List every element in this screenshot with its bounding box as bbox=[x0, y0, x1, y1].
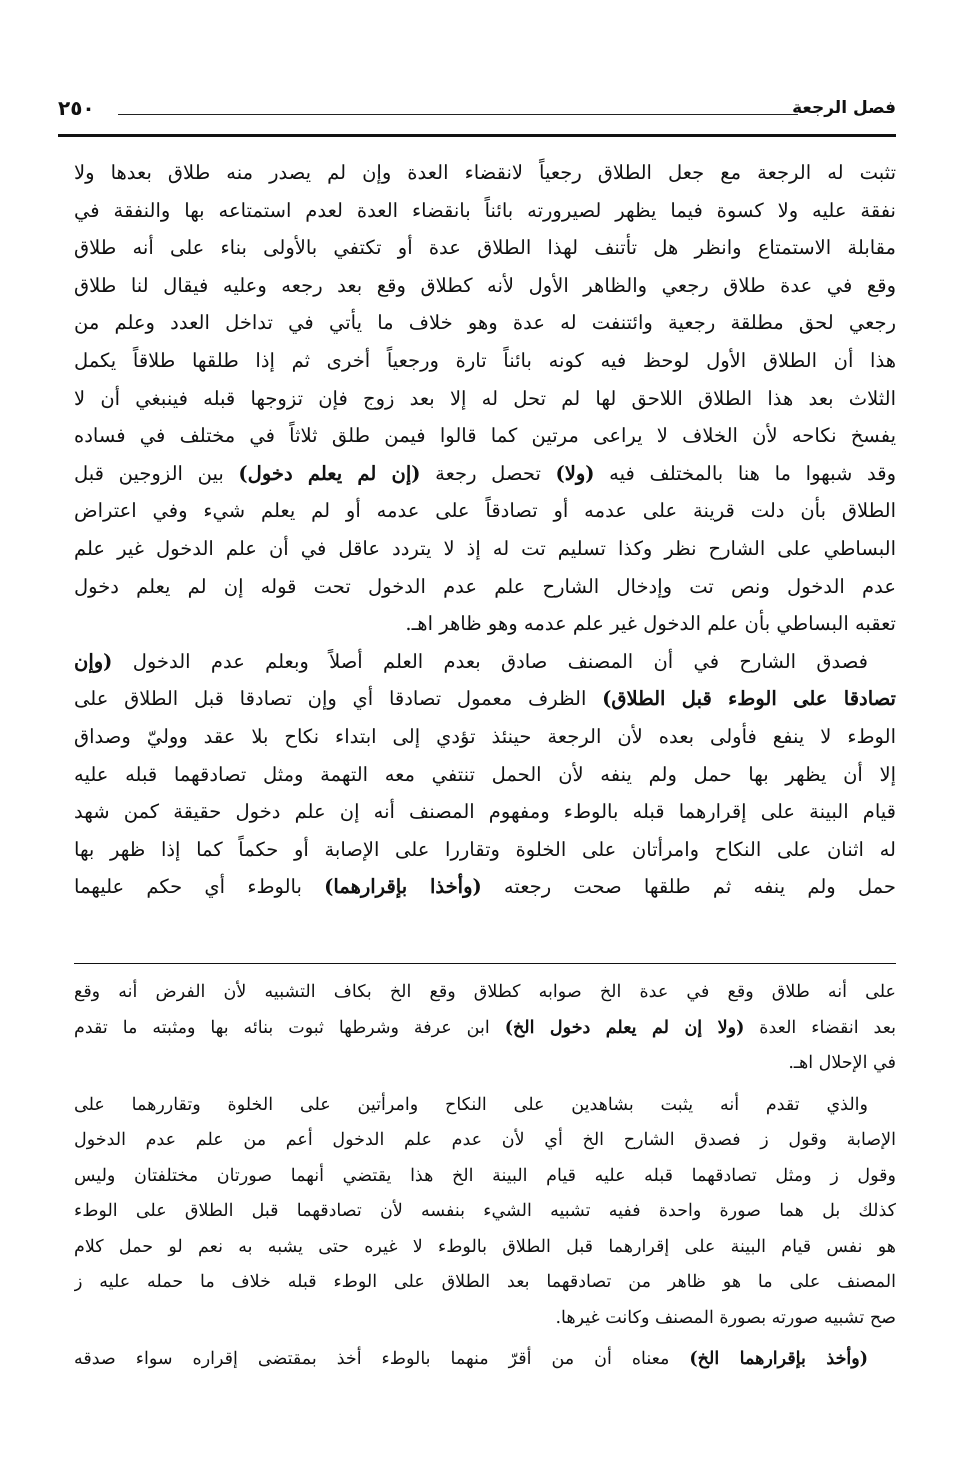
text-line bbox=[74, 718, 896, 756]
text-segment: والذي تقدم أنه يثبت بشاهدين على النكاح وامرأتين على الخلوة وتقاررهما على bbox=[74, 1094, 868, 1115]
text-line bbox=[74, 643, 896, 681]
text-line bbox=[74, 568, 896, 606]
text-line bbox=[74, 455, 896, 493]
text-segment: هذا أن الطلاق الأول لوحظ فيه كونه بائناً تارة ورجعياً أخرى ثم إذا طلقها طلاقاً يكمل bbox=[74, 348, 896, 372]
text-line bbox=[74, 756, 896, 794]
running-title: فصل الرجعة bbox=[792, 98, 896, 118]
text-line bbox=[74, 680, 896, 718]
footnote-line bbox=[74, 1342, 896, 1378]
footnote-line bbox=[74, 1088, 896, 1124]
text-segment: قيام البينة على إقرارهما قبله بالوطء ومفهوم المصنف أنه إن علم دخول حقيقة كمن شهد bbox=[74, 800, 896, 824]
text-line bbox=[74, 267, 896, 305]
text-segment: الإصابة وقول ز فصدق الشارح الخ أي لأن عدم علم الدخول أعم من علم عدم الدخول bbox=[74, 1130, 896, 1150]
text-line bbox=[74, 831, 896, 869]
text-segment: نفقة عليه ولا كسوة فيما يظهر لصيرورته بائناً بانقضاء العدة لعدم استمتاعه بها والنفقة في bbox=[74, 198, 896, 222]
text-segment: عدم الدخول ونص تت وإدخال الشارح علم عدم الدخول تحت قوله إن لم يعلم دخول bbox=[74, 574, 896, 598]
text-segment: كذلك بل هما صورة واحدة ففيه تشبيه الشيء بنفسه لأن تصادقهما قبل الطلاق على الوطء bbox=[74, 1201, 896, 1221]
bold-matn-quote: (ولا إن لم يعلم دخول الخ) bbox=[504, 1017, 745, 1038]
footnote-line bbox=[74, 975, 896, 1011]
page-header bbox=[58, 98, 896, 128]
text-segment: المصنف على ما هو ظاهر من تصادقهما بعد الطلاق على الوطء قبله خلاف ما حمله عليه ز bbox=[74, 1272, 896, 1292]
footnote-line bbox=[74, 1159, 896, 1195]
text-line bbox=[74, 154, 896, 192]
text-line bbox=[74, 605, 896, 643]
footnote-divider bbox=[74, 963, 896, 964]
text-line bbox=[74, 793, 896, 831]
text-segment: تثبت له الرجعة مع جعل الطلاق رجعياً لانقضاء العدة وإن لم يصدر منه طلاق بعدها ولا bbox=[74, 161, 896, 184]
footnote-line bbox=[74, 1011, 896, 1047]
text-segment: له اثنان على النكاح وامرأتان على الخلوة وتقاررا على الإصابة أو حكماً كما إذا ظهر بها bbox=[74, 837, 896, 861]
footnote-line bbox=[74, 1046, 896, 1082]
text-segment: بعد انقضاء العدة bbox=[744, 1017, 896, 1038]
text-segment: معناه أن من أقرّ منهما بالوطء أخذ بمقتضى إقراره سواء صدقه bbox=[74, 1349, 690, 1369]
text-segment: وقول ز ومثل تصادقهما قبله عليه قيام البينة الخ هذا يقتضي أنهما صورتان مختلفتان وليس bbox=[74, 1165, 896, 1186]
footnotes bbox=[74, 975, 896, 1378]
footnote-line bbox=[74, 1123, 896, 1159]
text-segment: على أنه طلاق وقع في عدة الخ صوابه كطلاق وقع الخ بكاف التشبيه لأن الفرض أنه وقع bbox=[74, 982, 896, 1002]
text-segment: الطلاق بأن دلت قرينة على عدمه أو تصادقاً على عدمه أو لم يعلم شيء وفي اعتراض bbox=[74, 499, 896, 523]
text-segment: يفسخ نكاحه لأن الخلاف لا يراعى مرتين كما قالوا فيمن طلق ثلاثاً في مختلف في فساده bbox=[74, 424, 896, 448]
text-segment: مقابلة الاستمتاع وانظر هل تأتنف لهذا الطلاق عدة أو تكتفي بالأولى بناء على أنه طلاق bbox=[74, 236, 896, 260]
text-segment: هو نفس قيام البينة على إقرارهما قبل الطلاق بالوطء لا غيره حتى يشبه به نعم لو حمل كلام bbox=[74, 1236, 896, 1257]
bold-matn-quote: (ولا) bbox=[555, 461, 595, 485]
text-segment: صح تشبيه صورته بصورة المصنف وكانت غيرها. bbox=[555, 1307, 896, 1328]
header-rule bbox=[58, 134, 896, 137]
text-segment: إلا أن يظهر بها حمل ولم ينفه لأن الحمل تنتفي معه التهمة ومثل تصادقهما قبله عليه bbox=[74, 762, 896, 786]
text-segment: في الإحلال اهـ. bbox=[788, 1053, 896, 1073]
bold-matn-quote: (وأخذا بإقرارهما) bbox=[324, 875, 482, 899]
bold-matn-quote: (وإن bbox=[74, 649, 113, 673]
text-segment: الظرف معمول تصادقا أي وإن تصادقا قبل الطلاق على bbox=[74, 687, 603, 711]
text-segment: ابن عرفة وشرطها ثبوت بنائه بها ومثبته ما تقدم bbox=[74, 1017, 505, 1038]
main-text bbox=[74, 154, 896, 906]
text-segment: حمل ولم ينفه ثم طلقها صحت رجعته bbox=[481, 875, 896, 899]
page-number: ٢٥٠ bbox=[58, 96, 95, 120]
footnote-line bbox=[74, 1230, 896, 1266]
text-line bbox=[74, 192, 896, 230]
footnote-line bbox=[74, 1301, 896, 1337]
header-line bbox=[118, 114, 798, 115]
text-segment: رجعي لحق مطلقة رجعية وائتنفت له عدة وهو خلاف ما يأتي في تداخل العدد وعلم من bbox=[74, 311, 896, 335]
text-segment: الثلاث بعد هذا الطلاق اللاحق لها لم تحل له إلا بعد زوج فإن تزوجها قبله فينبغي أن لا bbox=[74, 386, 896, 410]
text-line bbox=[74, 417, 896, 455]
text-line bbox=[74, 530, 896, 568]
text-segment: بالوطء أي حكم عليهما bbox=[74, 875, 325, 899]
text-line bbox=[74, 304, 896, 342]
text-segment: الوطء لا ينفع فأولى بعده لأن الرجعة حينئذ تؤدي إلى ابتداء نكاح بلا عقد ووليّ وصداق bbox=[74, 724, 896, 748]
text-line bbox=[74, 380, 896, 418]
footnote-line bbox=[74, 1265, 896, 1301]
text-line bbox=[74, 868, 896, 906]
text-segment: تحصل رجعة bbox=[420, 461, 556, 485]
text-line bbox=[74, 492, 896, 530]
text-segment: وقد شبهوا ما هنا بالمختلف فيه bbox=[594, 461, 896, 485]
text-segment: فصدق الشارح في أن المصنف صادق بعدم العلم أصلاً وبعلم عدم الدخول bbox=[112, 649, 868, 673]
text-line bbox=[74, 229, 896, 267]
bold-matn-quote: تصادقا على الوطء قبل الطلاق) bbox=[602, 687, 896, 711]
bold-matn-quote: (إن لم يعلم دخول) bbox=[238, 461, 421, 485]
text-segment: تعقبه البساطي بأن علم الدخول غير علم عدمه وهو ظاهر اهـ. bbox=[405, 612, 896, 636]
bold-matn-quote: (وأخذ بإقرارهما الخ) bbox=[689, 1349, 868, 1369]
text-segment: البساطي على الشارح نظر وكذا تسليم تت له إذ لا يتردد عاقل في أن علم الدخول غير علم bbox=[74, 536, 896, 560]
text-segment: وقع في عدة طلاق رجعي والظاهر الأول لأنه كطلاق وقع بعد رجعه وعليه فيقال لنا طلاق bbox=[74, 273, 896, 297]
text-segment: بين الزوجين قبل bbox=[74, 461, 239, 485]
footnote-line bbox=[74, 1194, 896, 1230]
text-line bbox=[74, 342, 896, 380]
